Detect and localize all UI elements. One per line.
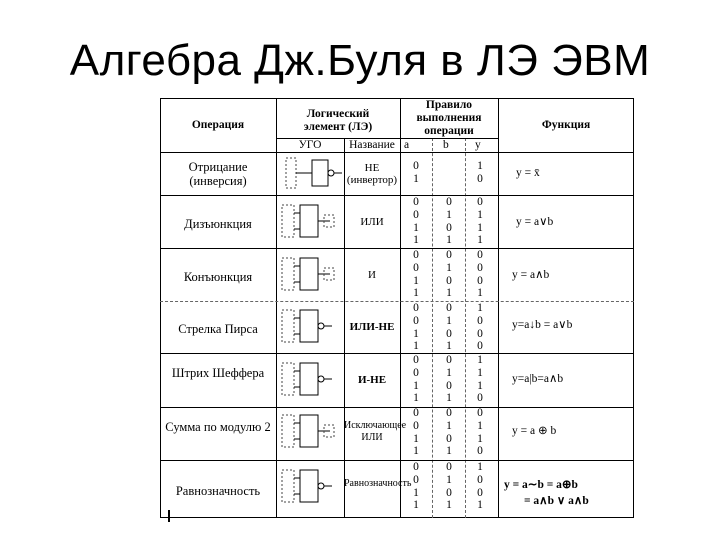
row-divider <box>160 248 634 249</box>
col-divider <box>498 98 499 518</box>
operation-label: Штрих Шеффера <box>171 366 265 380</box>
truth-col-y: 1 1 1 0 <box>477 354 483 405</box>
truth-col-y: 1 0 0 0 <box>477 302 483 353</box>
row-divider <box>160 407 634 408</box>
header-col-y: y <box>475 139 481 151</box>
row-divider <box>160 152 634 153</box>
truth-col-b: 0 1 0 1 <box>446 249 452 300</box>
slide-title: Алгебра Дж.Буля в ЛЭ ЭВМ <box>69 36 651 85</box>
operation-label: Стрелка Пирса <box>178 322 258 336</box>
row-divider <box>160 353 634 354</box>
and-gate-symbol <box>276 254 344 294</box>
operation-label: Сумма по модулю 2 <box>165 420 271 434</box>
element-name: НЕ (инвертор) <box>346 162 398 186</box>
row-divider <box>160 460 634 461</box>
operation-label: Отрицание (инверсия) <box>188 160 248 188</box>
header-element-line2: элемент (ЛЭ) <box>303 121 373 133</box>
header-operation: Операция <box>191 119 245 131</box>
operation-label: Равнозначность <box>175 484 261 498</box>
header-element-line1: Логический <box>306 108 370 120</box>
header-ugo: УГО <box>298 139 322 151</box>
truth-col-b: 0 1 0 1 <box>446 461 452 512</box>
truth-col-y: 1 0 0 1 <box>477 461 483 512</box>
truth-col-y: 1 0 <box>477 160 483 185</box>
header-rule-line3: операции <box>424 125 474 137</box>
operation-label: Дизъюнкция <box>184 217 252 231</box>
header-name: Название <box>349 139 395 151</box>
function-formula: y=a↓b = a∨b <box>512 319 573 331</box>
element-name: Исключающее ИЛИ <box>344 420 407 443</box>
truth-col-y: 0 1 1 0 <box>477 407 483 458</box>
not-gate-symbol <box>276 154 344 194</box>
operation-label: Конъюнкция <box>183 270 253 284</box>
truth-col-a: 0 1 <box>413 160 419 185</box>
function-formula: y = a∼b = a⊕b <box>504 479 578 491</box>
truth-col-a: 0 0 1 1 <box>413 302 419 353</box>
xor-gate-symbol <box>276 411 344 451</box>
function-formula: y=a|b=a∧b <box>512 373 564 385</box>
header-col-a: a <box>404 139 410 151</box>
function-formula: y = a∧b <box>512 269 550 281</box>
function-formula-line2: = a∧b ∨ a∧b <box>524 495 589 507</box>
header-function: Функция <box>541 119 591 131</box>
truth-col-a: 0 0 1 1 <box>413 196 419 247</box>
col-divider <box>400 98 401 518</box>
truth-col-a: 0 0 1 1 <box>413 461 419 512</box>
truth-col-b: 0 1 0 1 <box>446 196 452 247</box>
truth-col-y: 0 0 0 1 <box>477 249 483 300</box>
boolean-table <box>160 98 634 518</box>
truth-col-b: 0 1 0 1 <box>446 354 452 405</box>
element-name: Равнозначность <box>344 478 412 489</box>
nor-gate-symbol <box>276 306 344 346</box>
function-formula: y = x̄ <box>516 167 540 179</box>
page-edge-mark <box>168 510 170 522</box>
truth-col-a: 0 0 1 1 <box>413 354 419 405</box>
nand-gate-symbol <box>276 359 344 399</box>
truth-col-y: 0 1 1 1 <box>477 196 483 247</box>
or-gate-symbol <box>276 201 344 241</box>
truth-col-a: 0 0 1 1 <box>413 249 419 300</box>
header-rule-line1: Правило <box>425 99 473 111</box>
truth-col-a: 0 0 1 1 <box>413 407 419 458</box>
row-divider <box>160 301 634 302</box>
function-formula: y = a ⊕ b <box>512 425 557 437</box>
element-name: И <box>368 269 376 281</box>
truth-col-b: 0 1 0 1 <box>446 407 452 458</box>
header-rule-line2: выполнения <box>416 112 482 124</box>
function-formula: y = a∨b <box>516 216 554 228</box>
xnor-gate-symbol <box>276 466 344 506</box>
element-name: ИЛИ-НЕ <box>349 321 395 333</box>
row-divider <box>160 195 634 196</box>
element-name: ИЛИ <box>360 216 384 228</box>
header-col-b: b <box>443 139 449 151</box>
element-name: И-НЕ <box>357 374 387 386</box>
truth-col-b: 0 1 0 1 <box>446 302 452 353</box>
